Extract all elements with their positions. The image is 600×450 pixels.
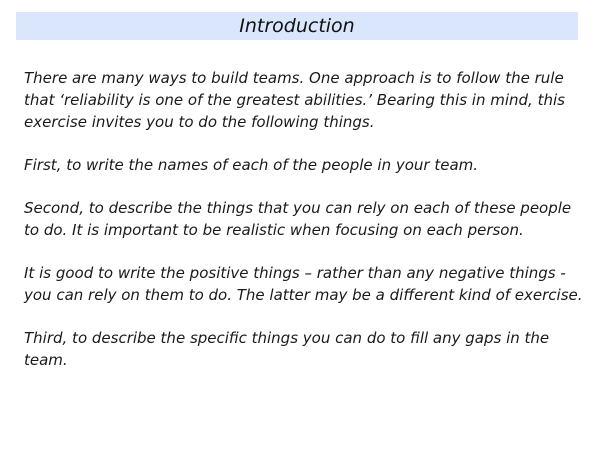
title-banner [16, 12, 578, 40]
paragraph-second-step: Second, to describe the things that you can rely on each of these people to do. It is important to be realistic when focusing on each person. [24, 199, 572, 239]
paragraph-positive-things: It is good to write the positive things – rather than any negative things - you can rely on them to do. The latter may be a different kind of exercise. [24, 264, 583, 304]
slide-title: Introduction [239, 14, 355, 37]
paragraph-first-step: First, to write the names of each of the people in your team. [24, 156, 479, 174]
body-text [24, 67, 584, 392]
paragraph-intro: There are many ways to build teams. One approach is to follow the rule that ‘reliability is one of the greatest abilities.’ Bearing this in mind, this exercise invites you to do the following things. [24, 69, 565, 131]
paragraph-third-step: Third, to describe the specific things you can do to fill any gaps in the team. [24, 329, 550, 369]
